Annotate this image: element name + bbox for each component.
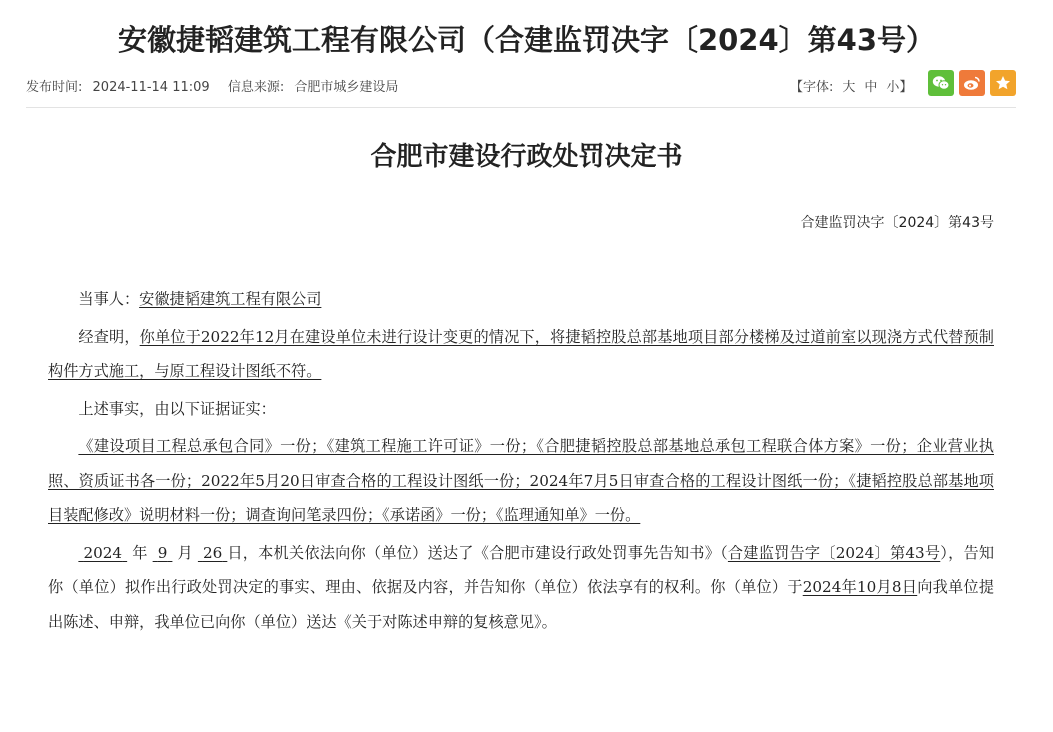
article-meta: [26, 76, 404, 95]
share-wechat-button[interactable]: [928, 70, 954, 96]
notice-year-unit: 年: [132, 543, 148, 562]
evidence-paragraph: [48, 429, 994, 533]
notice-year: 2024: [83, 543, 123, 562]
notice-text-2: ），告知你（单位）拟作出行政处罚决定的事实、理由、依据及内容，并告知你（单位）依法享有的权利。你（单位）于: [48, 543, 995, 596]
share-favorite-button[interactable]: [990, 70, 1016, 96]
notice-text-3: 向我单位提出陈述、申辩，我单位已向你（单位）送达《关于对陈述申辩的复核意见》。: [48, 578, 995, 631]
document-number: 合建监罚决字〔2024〕第43号: [800, 215, 994, 231]
document-title: 合肥市建设行政处罚决定书: [370, 142, 683, 172]
party-name: 安徽捷韬建筑工程有限公司: [139, 290, 322, 308]
source-name: 合肥市城乡建设局: [294, 80, 399, 95]
finding-lead: 经查明，: [78, 327, 140, 346]
party-label: 当事人：: [78, 290, 140, 308]
notice-reference: 合建监罚告字〔2024〕第43号: [727, 543, 941, 562]
source-label: 信息来源:: [227, 80, 285, 95]
page-title: 安徽捷韬建筑工程有限公司（合建监罚决字〔2024〕第43号）: [117, 23, 936, 57]
publish-time-label: 发布时间:: [26, 80, 83, 95]
share-weibo-button[interactable]: [959, 70, 985, 96]
finding-paragraph: [48, 320, 994, 389]
header-divider: [26, 107, 1016, 108]
wechat-icon: [932, 75, 950, 91]
font-size-label: 【字体:: [790, 80, 834, 95]
font-size-medium-button[interactable]: 中: [864, 80, 878, 95]
evidence-intro: 上述事实，由以下证据证实：: [78, 399, 276, 418]
notice-month: 9: [157, 543, 168, 562]
party-paragraph: [48, 282, 994, 317]
font-size-bracket: 】: [899, 80, 913, 95]
notice-month-unit: 月: [177, 543, 193, 562]
document-body: [48, 282, 994, 642]
star-icon: [995, 75, 1011, 91]
notice-text-1: 日，本机关依法向你（单位）送达了《合肥市建设行政处罚事先告知书》（: [227, 543, 728, 562]
font-size-large-button[interactable]: 大: [842, 80, 856, 95]
evidence-list: 《建设项目工程总承包合同》一份；《建筑工程施工许可证》一份；《合肥捷韬控股总部基地总承包工程联合体方案》一份；企业营业执照、资质证书各一份；2022年5月20日审查合格的工程设计图纸一份；2024年7月5日审查合格的工程设计图纸一份；《捷韬控股总部基地项目装配修改》说明材料一份；调查询问笔录四份；《承诺函》一份；《监理通知单》一份。: [48, 437, 994, 524]
notice-day: 26: [202, 543, 223, 562]
finding-text: 你单位于2022年12月在建设单位未进行设计变更的情况下，将捷韬控股总部基地项目部分楼梯及过道前室以现浇方式代替预制构件方式施工，与原工程设计图纸不符。: [48, 327, 994, 380]
weibo-icon: [963, 75, 981, 91]
publish-time: 2024-11-14 11:09: [92, 80, 210, 95]
font-size-small-button[interactable]: 小: [886, 80, 900, 95]
font-size-control: [790, 76, 912, 95]
notice-paragraph: [48, 536, 994, 640]
statement-date: 2024年10月8日: [802, 578, 918, 596]
